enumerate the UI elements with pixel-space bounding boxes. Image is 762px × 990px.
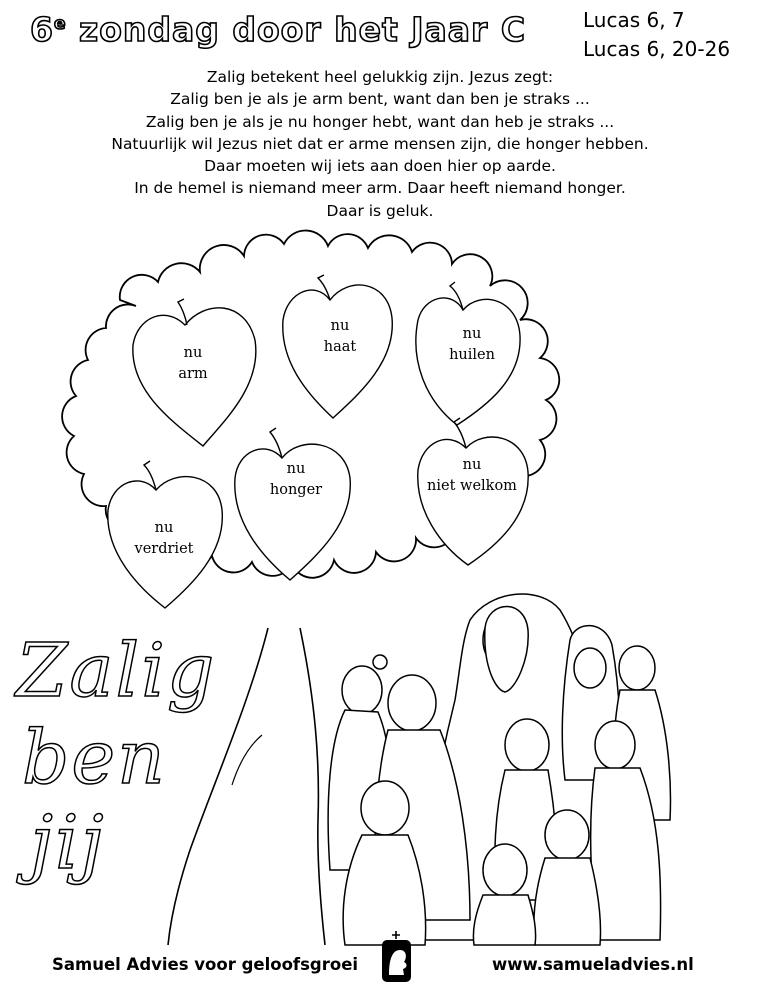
jesus-with-children-illustration <box>328 594 670 945</box>
intro-line: In de hemel is niemand meer arm. Daar heeft niemand honger. <box>134 179 626 198</box>
leaf-label-verdriet: nu verdriet <box>134 520 194 557</box>
intro-line: Natuurlijk wil Jezus niet dat er arme mensen zijn, die honger hebben. <box>111 134 649 153</box>
intro-line: Zalig ben je als je nu honger hebt, want dan heb je straks ... <box>145 112 615 131</box>
footer-website[interactable]: www.samueladvies.nl <box>492 955 694 974</box>
leaf-label-haat: nu haat <box>323 318 357 355</box>
intro-line: Daar moeten wij iets aan doen hier op aarde. <box>204 157 556 176</box>
leaf-label-arm: nu arm <box>178 345 208 382</box>
footer-organization: Samuel Advies voor geloofsgroei <box>52 955 359 974</box>
intro-line: Daar is geluk. <box>326 201 434 220</box>
reference-1: Lucas 6, 7 <box>583 8 685 32</box>
outline-word-jij: jij <box>30 800 106 886</box>
outline-word-zalig: Zalig <box>16 628 217 714</box>
leaf-label-honger: nu honger <box>269 461 323 498</box>
leaf-label-huilen: nu huilen <box>449 326 495 363</box>
tree-trunk-right <box>300 628 325 945</box>
leaf-label-niet-welkom: nu niet welkom <box>427 457 517 494</box>
intro-line: Zalig ben je als je arm bent, want dan ben je straks ... <box>170 90 590 109</box>
intro-line: Zalig betekent heel gelukkig zijn. Jezus zegt: <box>206 68 554 86</box>
reference-2: Lucas 6, 20-26 <box>583 37 731 61</box>
page-title: 6e zondag door het Jaar C <box>30 10 527 49</box>
outline-word-ben: ben <box>22 715 167 801</box>
